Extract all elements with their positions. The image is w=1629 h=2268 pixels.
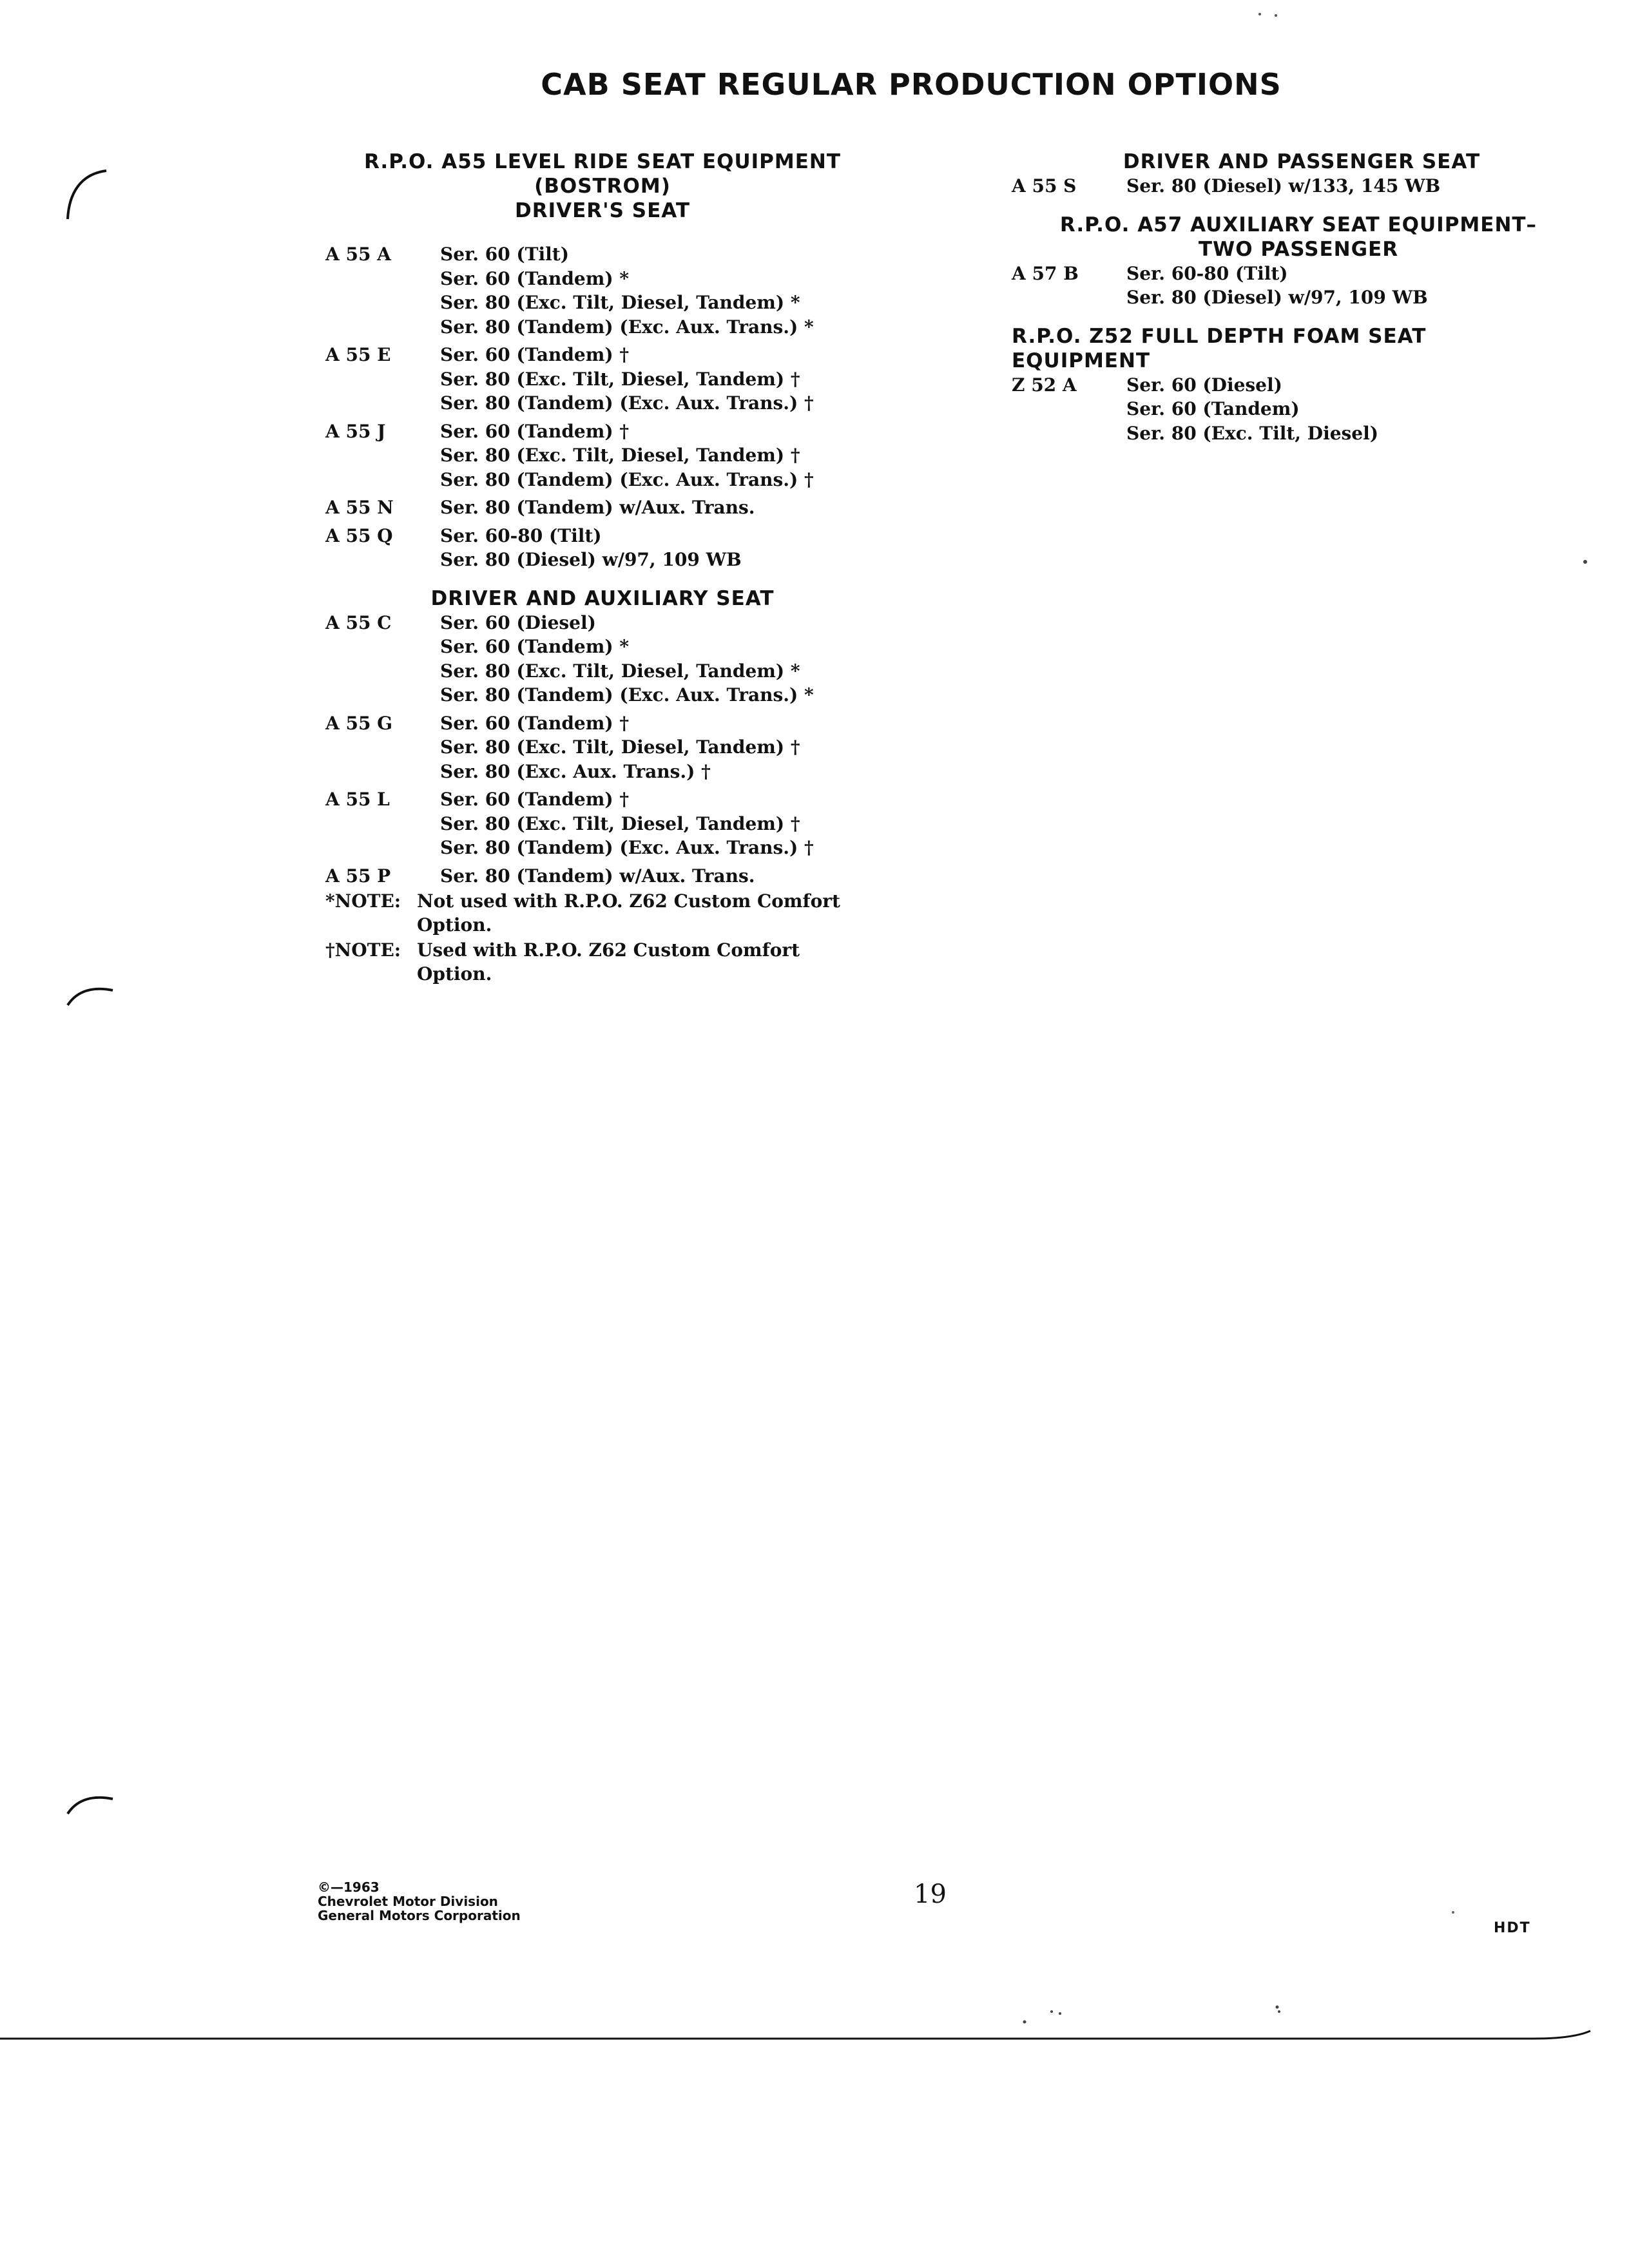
application-line: Ser. 60-80 (Tilt) [440, 524, 602, 546]
driver-auxiliary-seat-heading: DRIVER AND AUXILIARY SEAT [430, 586, 775, 610]
option-entry [325, 419, 880, 492]
application-line: Ser. 60 (Diesel) [1126, 374, 1282, 396]
application-line: Ser. 80 (Exc. Tilt, Diesel, Tandem) * [440, 292, 800, 313]
option-applications [440, 343, 880, 416]
application-line: Ser. 60 (Tilt) [440, 244, 569, 265]
option-code: A 55 A [325, 244, 391, 265]
option-entry [1012, 373, 1566, 446]
foam-seat-heading: R.P.O. Z52 FULL DEPTH FOAM SEAT EQUIPMENT [1012, 324, 1427, 372]
driver-auxiliary-seat-option-list [325, 611, 880, 889]
application-line: Ser. 80 (Tandem) (Exc. Aux. Trans.) * [440, 684, 814, 706]
footnote-line: Used with R.P.O. Z62 Custom Comfort [417, 939, 800, 961]
application-line: Ser. 80 (Exc. Tilt, Diesel, Tandem) † [440, 368, 800, 390]
application-line: Ser. 80 (Tandem) (Exc. Aux. Trans.) * [440, 316, 814, 338]
auxiliary-seat-heading-line: TWO PASSENGER [1198, 237, 1399, 261]
option-code: A 55 J [325, 420, 386, 442]
option-code: Z 52 A [1012, 374, 1077, 396]
option-applications [440, 787, 880, 860]
option-applications [440, 242, 880, 339]
option-applications [1126, 373, 1566, 446]
copyright-line: ©—1963 [318, 1879, 380, 1895]
option-entry [325, 524, 880, 572]
auxiliary-seat-heading-line: R.P.O. A57 AUXILIARY SEAT EQUIPMENT– [1059, 213, 1537, 236]
foam-seat-option-list [1012, 373, 1566, 446]
option-applications [440, 864, 880, 889]
application-line: Ser. 60 (Tandem) † [440, 789, 629, 810]
binder-hole-mark [61, 164, 113, 222]
application-line: Ser. 80 (Exc. Tilt, Diesel, Tandem) † [440, 812, 800, 834]
drivers-seat-option-list [325, 242, 880, 572]
copyright-line: Chevrolet Motor Division [318, 1894, 498, 1909]
option-applications [440, 711, 880, 784]
option-entry [325, 864, 880, 889]
option-code: A 55 G [325, 712, 393, 734]
application-line: Ser. 80 (Exc. Tilt, Diesel, Tandem) * [440, 660, 800, 682]
option-code: A 55 E [325, 344, 391, 365]
option-code: A 55 Q [325, 524, 393, 546]
driver-passenger-seat-option-list [1012, 174, 1566, 198]
option-code: A 55 C [325, 611, 392, 633]
footnote-text [417, 889, 880, 937]
document-code: HDT [1494, 1920, 1531, 1936]
option-code: A 57 B [1012, 262, 1079, 284]
left-heading-line: DRIVER'S SEAT [514, 199, 691, 222]
option-entry [325, 711, 880, 784]
application-line: Ser. 80 (Tandem) w/Aux. Trans. [440, 497, 755, 518]
option-entry [325, 495, 880, 520]
footnote-label: *NOTE: [325, 890, 401, 912]
application-line: Ser. 60 (Tandem) † [440, 420, 629, 442]
driver-passenger-seat-heading: DRIVER AND PASSENGER SEAT [1123, 150, 1481, 173]
footnote-line: Not used with R.P.O. Z62 Custom Comfort [417, 890, 840, 912]
option-applications [440, 524, 880, 572]
option-entry [325, 343, 880, 416]
application-line: Ser. 60 (Tandem) * [440, 267, 629, 289]
application-line: Ser. 80 (Exc. Tilt, Diesel, Tandem) † [440, 445, 800, 466]
application-line: Ser. 80 (Tandem) w/Aux. Trans. [440, 865, 755, 887]
footnote-line: Option. [417, 963, 492, 985]
option-code: A 55 S [1012, 175, 1077, 197]
binder-hole-mark [64, 1791, 116, 1817]
auxiliary-seat-heading [1012, 213, 1566, 262]
application-line: Ser. 80 (Tandem) (Exc. Aux. Trans.) † [440, 392, 814, 414]
application-line: Ser. 80 (Exc. Tilt, Diesel) [1126, 422, 1378, 444]
binder-hole-mark [64, 983, 116, 1008]
option-entry [325, 611, 880, 707]
application-line: Ser. 60-80 (Tilt) [1126, 262, 1288, 284]
footnote-text [417, 938, 880, 986]
application-line: Ser. 60 (Tandem) † [440, 344, 629, 365]
application-line: Ser. 60 (Tandem) † [440, 712, 629, 734]
footnote-label: †NOTE: [325, 939, 401, 961]
option-code: A 55 P [325, 865, 391, 887]
left-column [325, 149, 880, 986]
option-code: A 55 L [325, 789, 390, 810]
option-applications [440, 495, 880, 520]
option-applications [1126, 262, 1566, 310]
option-applications [1126, 174, 1566, 198]
option-entry [325, 242, 880, 339]
application-line: Ser. 60 (Tandem) [1126, 398, 1300, 419]
application-line: Ser. 80 (Diesel) w/97, 109 WB [440, 549, 742, 570]
copyright-line: General Motors Corporation [318, 1908, 521, 1923]
left-heading [325, 149, 880, 223]
page-number: 19 [914, 1879, 947, 1909]
notes [325, 889, 880, 986]
auxiliary-seat-option-list [1012, 262, 1566, 310]
option-code: A 55 N [325, 497, 394, 518]
option-entry [1012, 262, 1566, 310]
option-entry [325, 787, 880, 860]
footnote [325, 889, 880, 937]
left-heading-line: (BOSTROM) [534, 175, 671, 198]
option-entry [1012, 174, 1566, 198]
page-title: CAB SEAT REGULAR PRODUCTION OPTIONS [541, 67, 1282, 102]
right-column [1012, 149, 1566, 445]
application-line: Ser. 80 (Tandem) (Exc. Aux. Trans.) † [440, 837, 814, 858]
bottom-rule [0, 2030, 1592, 2045]
application-line: Ser. 80 (Exc. Aux. Trans.) † [440, 760, 711, 782]
application-line: Ser. 60 (Tandem) * [440, 636, 629, 657]
application-line: Ser. 80 (Tandem) (Exc. Aux. Trans.) † [440, 468, 814, 490]
application-line: Ser. 80 (Exc. Tilt, Diesel, Tandem) † [440, 736, 800, 758]
application-line: Ser. 80 (Diesel) w/133, 145 WB [1126, 175, 1441, 197]
option-applications [440, 611, 880, 707]
left-heading-line: R.P.O. A55 LEVEL RIDE SEAT EQUIPMENT [363, 150, 842, 173]
footnote-line: Option. [417, 914, 492, 936]
footnote [325, 938, 880, 986]
option-applications [440, 419, 880, 492]
application-line: Ser. 80 (Diesel) w/97, 109 WB [1126, 287, 1428, 308]
copyright-block [318, 1880, 521, 1923]
application-line: Ser. 60 (Diesel) [440, 611, 596, 633]
